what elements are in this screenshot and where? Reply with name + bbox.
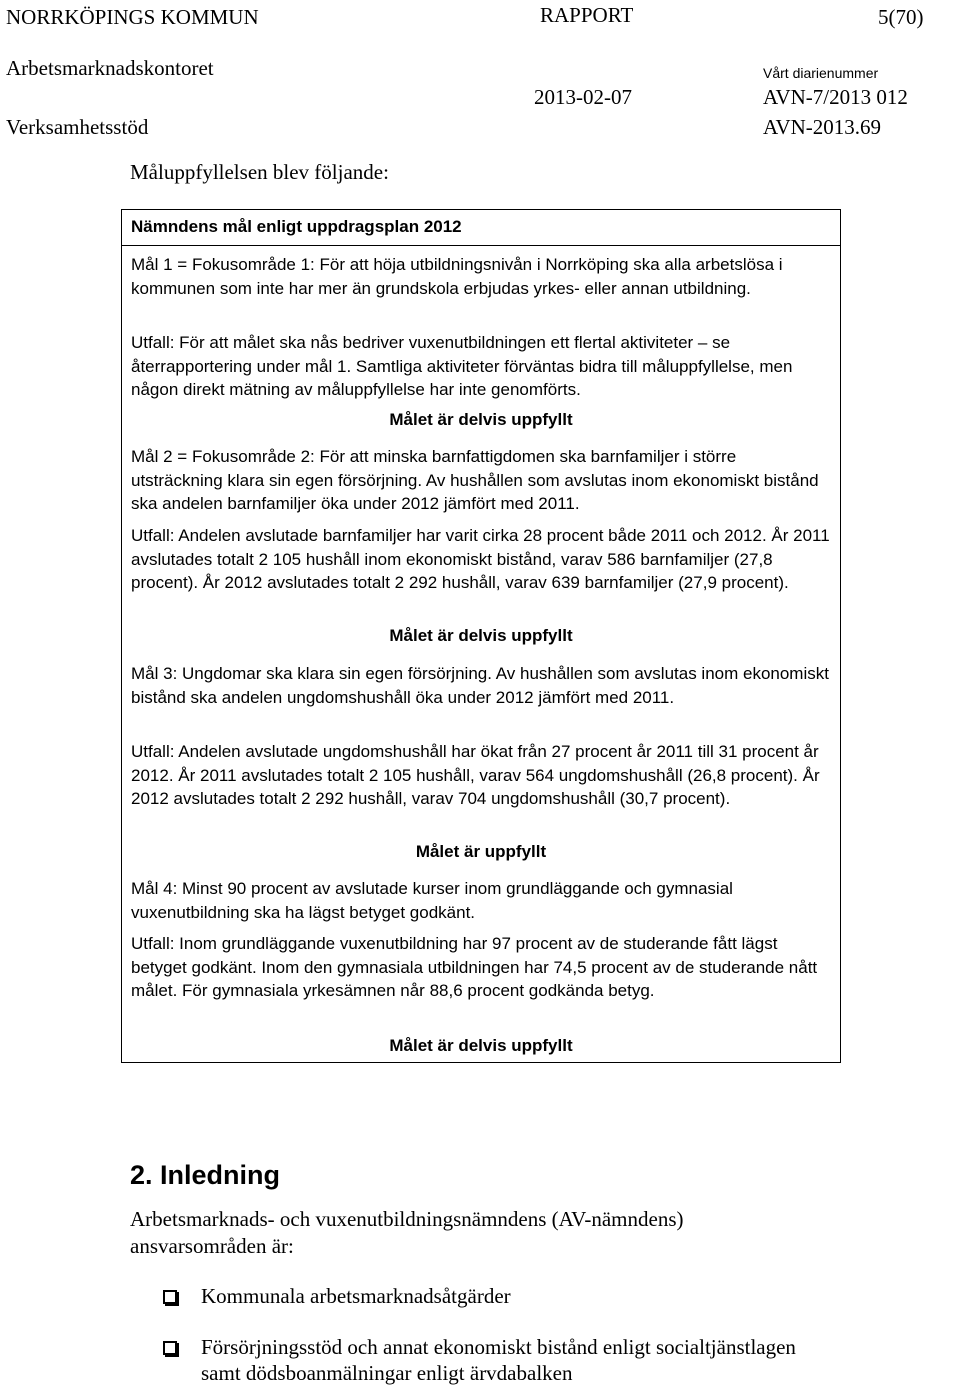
department-name: Verksamhetsstöd — [6, 115, 149, 139]
section-heading: 2. Inledning — [130, 1160, 281, 1190]
org-name: NORRKÖPINGS KOMMUN — [6, 5, 259, 29]
checkbox-bullet-icon — [163, 1341, 177, 1355]
goal-2-outcome: Utfall: Andelen avslutade barnfamiljer har varit cirka 28 procent både 2011 och 2012. År 2011 avslutades totalt 2 105 hushåll inom ekonomiskt bistånd, varav 586 barnfamiljer (27,8 procent). År 2012 avslutades totalt 2 292 hushåll, varav 639 barnfamiljer (27,9 procent). — [131, 526, 830, 592]
goal-2-text: Mål 2 = Fokusområde 2: För att minska barnfattigdomen ska barnfamiljer i större utsträckning klara sin egen försörjning. Av hushållen som avslutas inom ekonomiskt bistånd ska andelen barnfamiljer öka under 2012 jämfört med 2011. — [131, 447, 819, 513]
intro-text: Måluppfyllelsen blev följande: — [130, 160, 389, 184]
bullet-item: Kommunala arbetsmarknadsåtgärder — [201, 1284, 511, 1308]
section-text: Arbetsmarknads- och vuxenutbildningsnämndens (AV-nämndens) ansvarsområden är: — [130, 1207, 684, 1258]
report-date: 2013-02-07 — [534, 85, 632, 109]
goal-1-text: Mål 1 = Fokusområde 1: För att höja utbildningsnivån i Norrköping ska alla arbetslösa i kommunen som inte har mer än grundskola erbjudas yrkes- eller annan utbildning. — [131, 255, 783, 298]
goal-2-status: Målet är delvis uppfyllt — [389, 626, 573, 645]
goals-box-header — [122, 210, 840, 246]
goal-1-outcome: Utfall: För att målet ska nås bedriver vuxenutbildningen ett flertal aktiviteter – se återrapportering under mål 1. Samtliga aktiviteter förväntas bidra till måluppfyllelse, men någon direkt mätning av måluppfyllelse har inte genomförts. — [131, 333, 793, 399]
checkbox-bullet-icon — [163, 1290, 177, 1304]
reference-number-1: AVN-7/2013 012 — [763, 85, 908, 109]
goals-box — [121, 209, 841, 1063]
goal-4-outcome: Utfall: Inom grundläggande vuxenutbildning har 97 procent av de studerande fått lägst betyget godkänt. Inom den gymnasiala utbildningen har 74,5 procent av de studerande nått målet. För gymnasiala yrkesämnen når 88,6 procent godkända betyg. — [131, 934, 818, 1000]
reference-label: Vårt diarienummer — [763, 65, 879, 81]
goal-4-status: Målet är delvis uppfyllt — [389, 1036, 573, 1055]
reference-number-2: AVN-2013.69 — [763, 115, 882, 139]
doc-type: RAPPORT — [540, 3, 634, 27]
goal-3-text: Mål 3: Ungdomar ska klara sin egen försörjning. Av hushållen som avslutas inom ekonomiskt bistånd ska andelen ungdomshushåll öka under 2012 jämfört med 2011. — [131, 664, 829, 707]
goal-4-text: Mål 4: Minst 90 procent av avslutade kurser inom grundläggande och gymnasial vuxenutbildning ska ha lägst betyget godkänt. — [131, 879, 733, 922]
goal-3-outcome: Utfall: Andelen avslutade ungdomshushåll har ökat från 27 procent år 2011 till 31 procent år 2012. År 2011 avslutades totalt 2 105 hushåll, varav 564 ungdomshushåll (26,8 procent). År 2012 avslutades totalt 2 292 hushåll, varav 704 ungdomshushåll (30,7 procent). — [131, 742, 820, 808]
goal-1-status: Målet är delvis uppfyllt — [389, 410, 573, 429]
goal-3-status: Målet är uppfyllt — [415, 842, 547, 861]
page-number: 5(70) — [878, 5, 924, 29]
bullet-item: Försörjningsstöd och annat ekonomiskt bistånd enligt socialtjänstlagen samt dödsboanmälningar enligt ärvdabalken — [201, 1335, 796, 1385]
office-name: Arbetsmarknadskontoret — [6, 56, 214, 80]
goals-box-title: Nämndens mål enligt uppdragsplan 2012 — [131, 217, 462, 236]
